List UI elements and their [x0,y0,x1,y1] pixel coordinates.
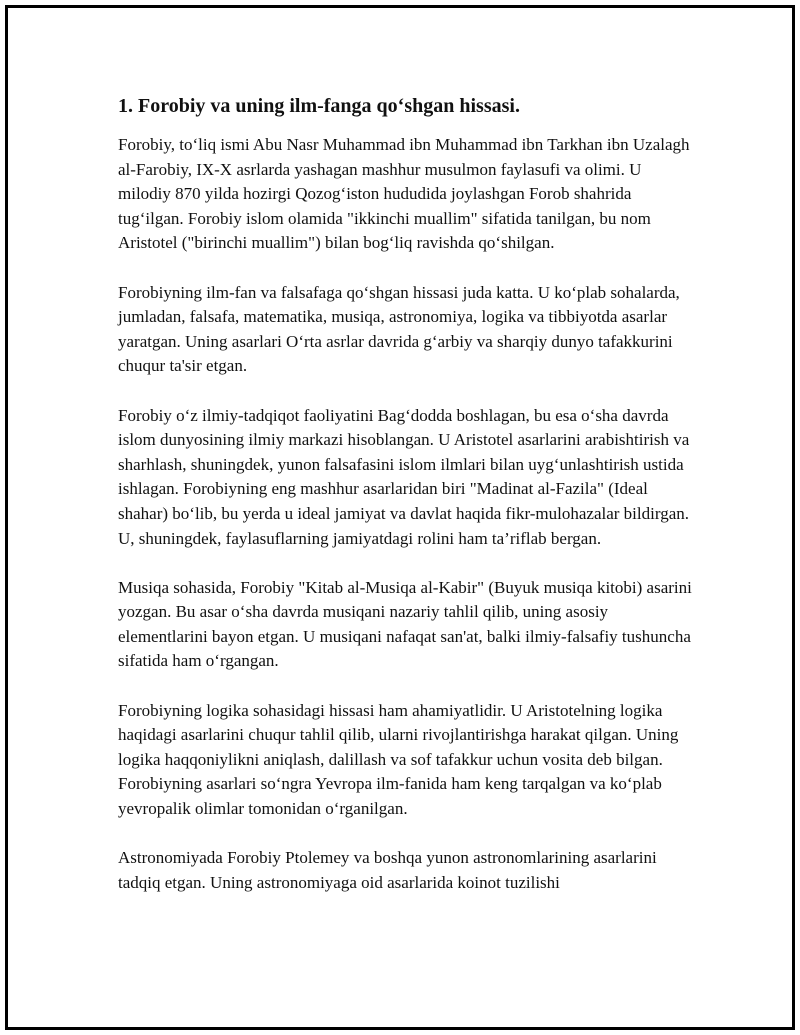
paragraph-music: Musiqa sohasida, Forobiy "Kitab al-Musiqa al-Kabir" (Buyuk musiqa kitobi) asarini yozgan. Bu asar o‘sha davrda musiqani nazariy tahlil qilib, uning asosiy elementlarini bayon etgan. U musiqani nafaqat san'at, balki ilmiy-falsafiy tushuncha sifatida ham o‘rgangan. [118,577,692,671]
paragraph-baghdad: Forobiy o‘z ilmiy-tadqiqot faoliyatini Bag‘dodda boshlagan, bu esa o‘sha davrda islom dunyosining ilmiy markazi hisoblangan. U Aristotel asarlarini arabishtirish va sharhlash, shuningdek, yunon falsafasini islom ilmlari bilan uyg‘unlashtirish ustida ishlagan. Forobiyning eng mashhur asarlaridan biri "Madinat al-Fazila" (Ideal shahar) bo‘lib, bu yerda u ideal jamiyat va davlat haqida fikr-mulohazalar bildirgan. U, shuningdek, faylasuflarning jamiyatdagi rolini ham ta’riflab bergan. [118,405,690,548]
paragraph-astronomy: Astronomiyada Forobiy Ptolemey va boshqa yunon astronomlarining asarlarini tadqiq etgan. Uning astronomiyaga oid asarlarida koinot tuzilishi [118,848,657,892]
document-body [118,92,693,920]
section-heading: 1. Forobiy va uning ilm-fanga qo‘shgan hissasi. [118,95,520,117]
paragraph-logic: Forobiyning logika sohasidagi hissasi ham ahamiyatlidir. U Aristotelning logika haqidagi asarlarini chuqur tahlil qilib, ularni rivojlantirishga harakat qilgan. Uning logika haqqoniylikni aniqlash, dalillash va sof tafakkur uchun vosita deb bilgan. Forobiyning asarlari so‘ngra Yevropa ilm-fanida ham keng tarqalgan va ko‘plab yevropalik olimlar tomonidan o‘rganilgan. [118,700,679,819]
paragraph-contributions: Forobiyning ilm-fan va falsafaga qo‘shgan hissasi juda katta. U ko‘plab sohalarda, jumladan, falsafa, matematika, musiqa, astronomiya, logika va tibbiyotda asarlar yaratgan. Uning asarlari O‘rta asrlar davrida g‘arbiy va sharqiy dunyo tafakkurini chuqur ta'sir etgan. [118,282,680,376]
paragraph-intro: Forobiy, to‘liq ismi Abu Nasr Muhammad ibn Muhammad ibn Tarkhan ibn Uzalagh al-Farobiy, IX-X asrlarda yashagan mashhur musulmon faylasufi va olimi. U milodiy 870 yilda hozirgi Qozog‘iston hududida joylashgan Forob shahrida tug‘ilgan. Forobiy islom olamida "ikkinchi muallim" sifatida tanilgan, bu nom Aristotel ("birinchi muallim") bilan bog‘liq ravishda qo‘shilgan. [118,135,690,253]
